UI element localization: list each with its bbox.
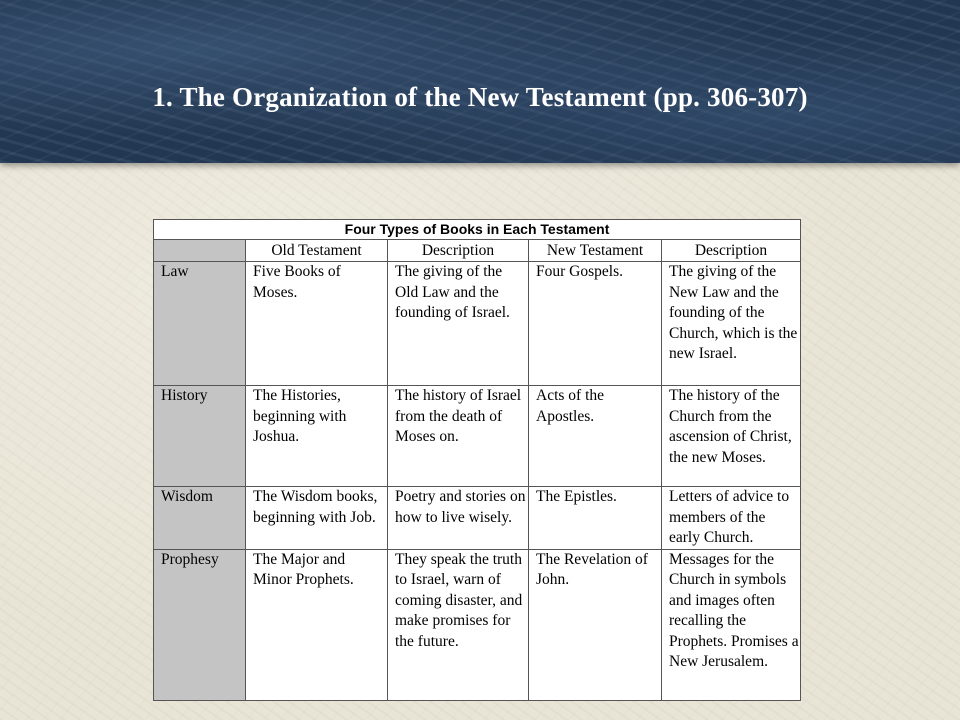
header-blank-cell xyxy=(154,240,246,262)
new-description-cell: The history of the Church from the ascension of Christ, the new Moses. xyxy=(662,386,801,487)
table-row xyxy=(154,487,801,550)
row-type-cell: History xyxy=(154,386,246,487)
new-description-cell: Messages for the Church in symbols and images often recalling the Prophets. Promises a New Jerusalem. xyxy=(662,549,801,700)
new-testament-cell: Four Gospels. xyxy=(529,262,662,386)
old-description-cell: The giving of the Old Law and the founding of Israel. xyxy=(388,262,529,386)
header-new-testament: New Testament xyxy=(529,240,662,262)
new-testament-cell: The Epistles. xyxy=(529,487,662,550)
new-testament-cell: Acts of the Apostles. xyxy=(529,386,662,487)
row-type-cell: Prophesy xyxy=(154,549,246,700)
header-old-description: Description xyxy=(388,240,529,262)
new-description-cell: The giving of the New Law and the founding of the Church, which is the new Israel. xyxy=(662,262,801,386)
row-type-cell: Law xyxy=(154,262,246,386)
new-testament-cell: The Revelation of John. xyxy=(529,549,662,700)
old-testament-cell: Five Books of Moses. xyxy=(246,262,388,386)
table-row xyxy=(154,549,801,700)
old-description-cell: They speak the truth to Israel, warn of coming disaster, and make promises for the future. xyxy=(388,549,529,700)
old-testament-cell: The Wisdom books, beginning with Job. xyxy=(246,487,388,550)
table-caption: Four Types of Books in Each Testament xyxy=(154,220,801,240)
table-row xyxy=(154,386,801,487)
new-description-cell: Letters of advice to members of the early Church. xyxy=(662,487,801,550)
books-table xyxy=(153,219,800,701)
old-testament-cell: The Major and Minor Prophets. xyxy=(246,549,388,700)
old-description-cell: The history of Israel from the death of Moses on. xyxy=(388,386,529,487)
table-row xyxy=(154,262,801,386)
title-banner xyxy=(0,0,960,163)
slide-title: 1. The Organization of the New Testament (pp. 306-307) xyxy=(152,82,808,112)
old-description-cell: Poetry and stories on how to live wisely. xyxy=(388,487,529,550)
row-type-cell: Wisdom xyxy=(154,487,246,550)
table-header-row xyxy=(154,240,801,262)
header-new-description: Description xyxy=(662,240,801,262)
old-testament-cell: The Histories, beginning with Joshua. xyxy=(246,386,388,487)
header-old-testament: Old Testament xyxy=(246,240,388,262)
